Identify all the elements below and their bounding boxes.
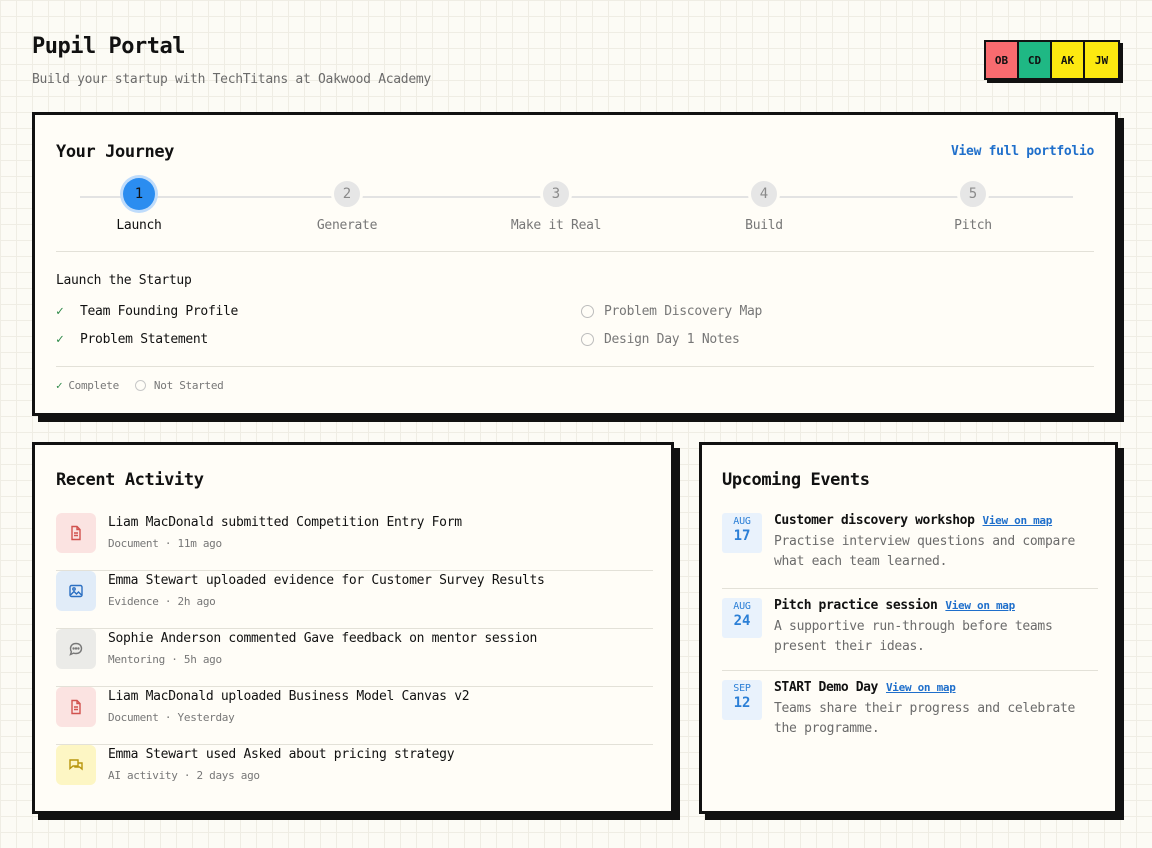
activity-meta: Document · Yesterday: [108, 711, 235, 724]
task-label: Problem Statement: [80, 332, 208, 347]
step-number: 3: [540, 178, 572, 210]
view-on-map-link[interactable]: View on map: [982, 514, 1053, 527]
task-label: Design Day 1 Notes: [604, 332, 740, 347]
avatar[interactable]: JW: [1085, 42, 1118, 78]
page-title: Pupil Portal: [32, 34, 185, 59]
journey-title: Your Journey: [56, 142, 175, 162]
step-pitch[interactable]: [913, 178, 1033, 233]
task-item[interactable]: [56, 332, 208, 347]
legend-complete: Complete: [68, 379, 119, 392]
event-title: Customer discovery workshop: [774, 513, 975, 528]
event-day: 17: [733, 528, 751, 544]
view-portfolio-link[interactable]: View full portfolio: [950, 144, 1094, 159]
activity-list: [56, 513, 653, 803]
journey-stepper: [56, 178, 1097, 238]
event-description: Teams share their progress and celebrate the programme.: [774, 701, 1076, 736]
task-label: Problem Discovery Map: [604, 304, 763, 319]
divider: [56, 366, 1094, 367]
list-item[interactable]: [722, 671, 1098, 753]
view-on-map-link[interactable]: View on map: [945, 599, 1015, 612]
list-item[interactable]: [722, 513, 1098, 589]
task-item[interactable]: [56, 304, 238, 319]
circle-icon: [581, 333, 594, 346]
step-label: Generate: [316, 218, 378, 233]
check-icon: ✓: [56, 332, 64, 347]
event-description: Practise interview questions and compare what each team learned.: [774, 534, 1076, 569]
step-make-it-real[interactable]: [496, 178, 616, 233]
step-launch[interactable]: [79, 178, 199, 233]
step-label: Make it Real: [510, 218, 602, 233]
divider: [56, 251, 1094, 252]
image-icon: [56, 571, 96, 611]
step-label: Launch: [116, 218, 162, 233]
activity-text: Liam MacDonald uploaded Business Model Canvas v2: [108, 689, 470, 704]
activity-meta: Document · 11m ago: [108, 537, 222, 550]
activity-text: Liam MacDonald submitted Competition Entry Form: [108, 515, 462, 530]
step-number: 5: [957, 178, 989, 210]
list-item[interactable]: [722, 589, 1098, 671]
list-item[interactable]: [56, 571, 653, 629]
task-label: Team Founding Profile: [80, 304, 239, 319]
step-build[interactable]: [704, 178, 824, 233]
event-month: SEP: [733, 683, 751, 694]
step-number: 1: [123, 178, 155, 210]
avatar[interactable]: AK: [1052, 42, 1085, 78]
journey-card: [32, 112, 1118, 416]
activity-text: Sophie Anderson commented Gave feedback on mentor session: [108, 631, 538, 646]
step-generate[interactable]: [287, 178, 407, 233]
event-date: [722, 680, 762, 720]
activity-meta: Evidence · 2h ago: [108, 595, 216, 608]
activity-meta: Mentoring · 5h ago: [108, 653, 222, 666]
task-item[interactable]: [581, 332, 739, 347]
comment-icon: [56, 629, 96, 669]
event-day: 24: [733, 613, 751, 629]
circle-icon: [135, 380, 146, 391]
list-item[interactable]: [56, 687, 653, 745]
document-icon: [56, 513, 96, 553]
task-item[interactable]: [581, 304, 762, 319]
view-on-map-link[interactable]: View on map: [885, 681, 956, 694]
event-date: [722, 598, 762, 638]
chat-icon: [56, 745, 96, 785]
avatar[interactable]: CD: [1019, 42, 1052, 78]
event-title: START Demo Day: [774, 680, 878, 695]
team-avatars: [984, 40, 1120, 80]
page-subtitle: Build your startup with TechTitans at Oakwood Academy: [32, 72, 431, 87]
recent-activity-card: [32, 442, 674, 814]
check-icon: ✓: [56, 304, 64, 319]
step-number: 4: [748, 178, 780, 210]
upcoming-events-card: [699, 442, 1118, 814]
activity-meta: AI activity · 2 days ago: [108, 769, 260, 782]
step-label: Build: [745, 218, 783, 233]
activity-text: Emma Stewart uploaded evidence for Customer Survey Results: [108, 573, 545, 588]
activity-title: Recent Activity: [56, 470, 204, 490]
events-title: Upcoming Events: [722, 470, 870, 490]
document-icon: [56, 687, 96, 727]
event-date: [722, 513, 762, 553]
event-day: 12: [733, 695, 751, 711]
check-icon: ✓: [56, 379, 63, 392]
list-item[interactable]: [56, 513, 653, 571]
page-header: [32, 34, 431, 87]
step-label: Pitch: [954, 218, 992, 233]
event-description: A supportive run-through before teams present their ideas.: [774, 619, 1053, 654]
event-month: AUG: [733, 516, 751, 527]
circle-icon: [581, 305, 594, 318]
stage-title: Launch the Startup: [56, 273, 192, 288]
status-legend: [56, 379, 223, 392]
legend-not-started: Not Started: [153, 379, 224, 392]
list-item[interactable]: [56, 745, 653, 803]
event-title: Pitch practice session: [774, 598, 938, 613]
events-list: [722, 513, 1098, 753]
activity-text: Emma Stewart used Asked about pricing strategy: [108, 747, 455, 762]
step-number: 2: [331, 178, 363, 210]
avatar[interactable]: OB: [986, 42, 1019, 78]
list-item[interactable]: [56, 629, 653, 687]
event-month: AUG: [733, 601, 751, 612]
